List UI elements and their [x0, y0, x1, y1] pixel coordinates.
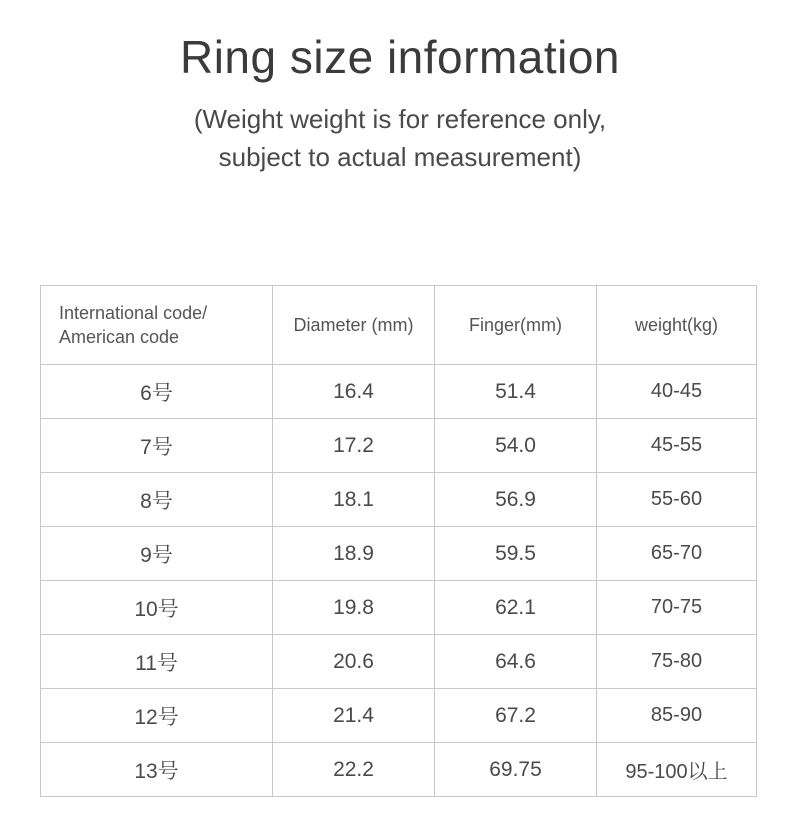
table-row [41, 635, 757, 689]
subtitle-line-2: subject to actual measurement) [218, 141, 582, 172]
cell-weight: 40-45 [597, 365, 757, 419]
cell-weight: 95-100以上 [597, 743, 757, 797]
table-row [41, 581, 757, 635]
cell-code: 12号 [41, 689, 273, 743]
cell-diameter: 19.8 [273, 581, 435, 635]
column-header-diameter: Diameter (mm) [273, 286, 435, 365]
cell-weight: 45-55 [597, 419, 757, 473]
page-title: Ring size information [179, 31, 621, 83]
cell-code: 9号 [41, 527, 273, 581]
cell-diameter: 21.4 [273, 689, 435, 743]
table-row [41, 365, 757, 419]
cell-weight: 75-80 [597, 635, 757, 689]
cell-weight: 70-75 [597, 581, 757, 635]
cell-finger: 64.6 [435, 635, 597, 689]
cell-weight: 55-60 [597, 473, 757, 527]
cell-finger: 59.5 [435, 527, 597, 581]
cell-code: 10号 [41, 581, 273, 635]
ring-size-table [40, 285, 757, 797]
cell-finger: 56.9 [435, 473, 597, 527]
column-header-weight: weight(kg) [597, 286, 757, 365]
table-row [41, 527, 757, 581]
cell-diameter: 17.2 [273, 419, 435, 473]
cell-diameter: 16.4 [273, 365, 435, 419]
table-row [41, 689, 757, 743]
subtitle-line-1: (Weight weight is for reference only, [193, 104, 607, 135]
ring-size-information-page [0, 30, 800, 830]
column-header-finger: Finger(mm) [435, 286, 597, 365]
cell-diameter: 20.6 [273, 635, 435, 689]
cell-diameter: 18.1 [273, 473, 435, 527]
table-header-row [41, 286, 757, 365]
page-subtitle [90, 101, 710, 176]
cell-finger: 69.75 [435, 743, 597, 797]
cell-finger: 67.2 [435, 689, 597, 743]
column-header-code [41, 286, 273, 365]
column-header-code-line-2: American code [59, 327, 180, 347]
table-row [41, 743, 757, 797]
cell-code: 8号 [41, 473, 273, 527]
cell-code: 11号 [41, 635, 273, 689]
table-body [41, 365, 757, 797]
column-header-code-line-1: International code/ [59, 302, 208, 323]
table-row [41, 473, 757, 527]
size-table-container [40, 285, 756, 797]
cell-code: 13号 [41, 743, 273, 797]
table-row [41, 419, 757, 473]
cell-code: 6号 [41, 365, 273, 419]
cell-finger: 62.1 [435, 581, 597, 635]
cell-weight: 85-90 [597, 689, 757, 743]
cell-finger: 54.0 [435, 419, 597, 473]
cell-finger: 51.4 [435, 365, 597, 419]
cell-weight: 65-70 [597, 527, 757, 581]
cell-diameter: 18.9 [273, 527, 435, 581]
cell-code: 7号 [41, 419, 273, 473]
cell-diameter: 22.2 [273, 743, 435, 797]
table-header [41, 286, 757, 365]
